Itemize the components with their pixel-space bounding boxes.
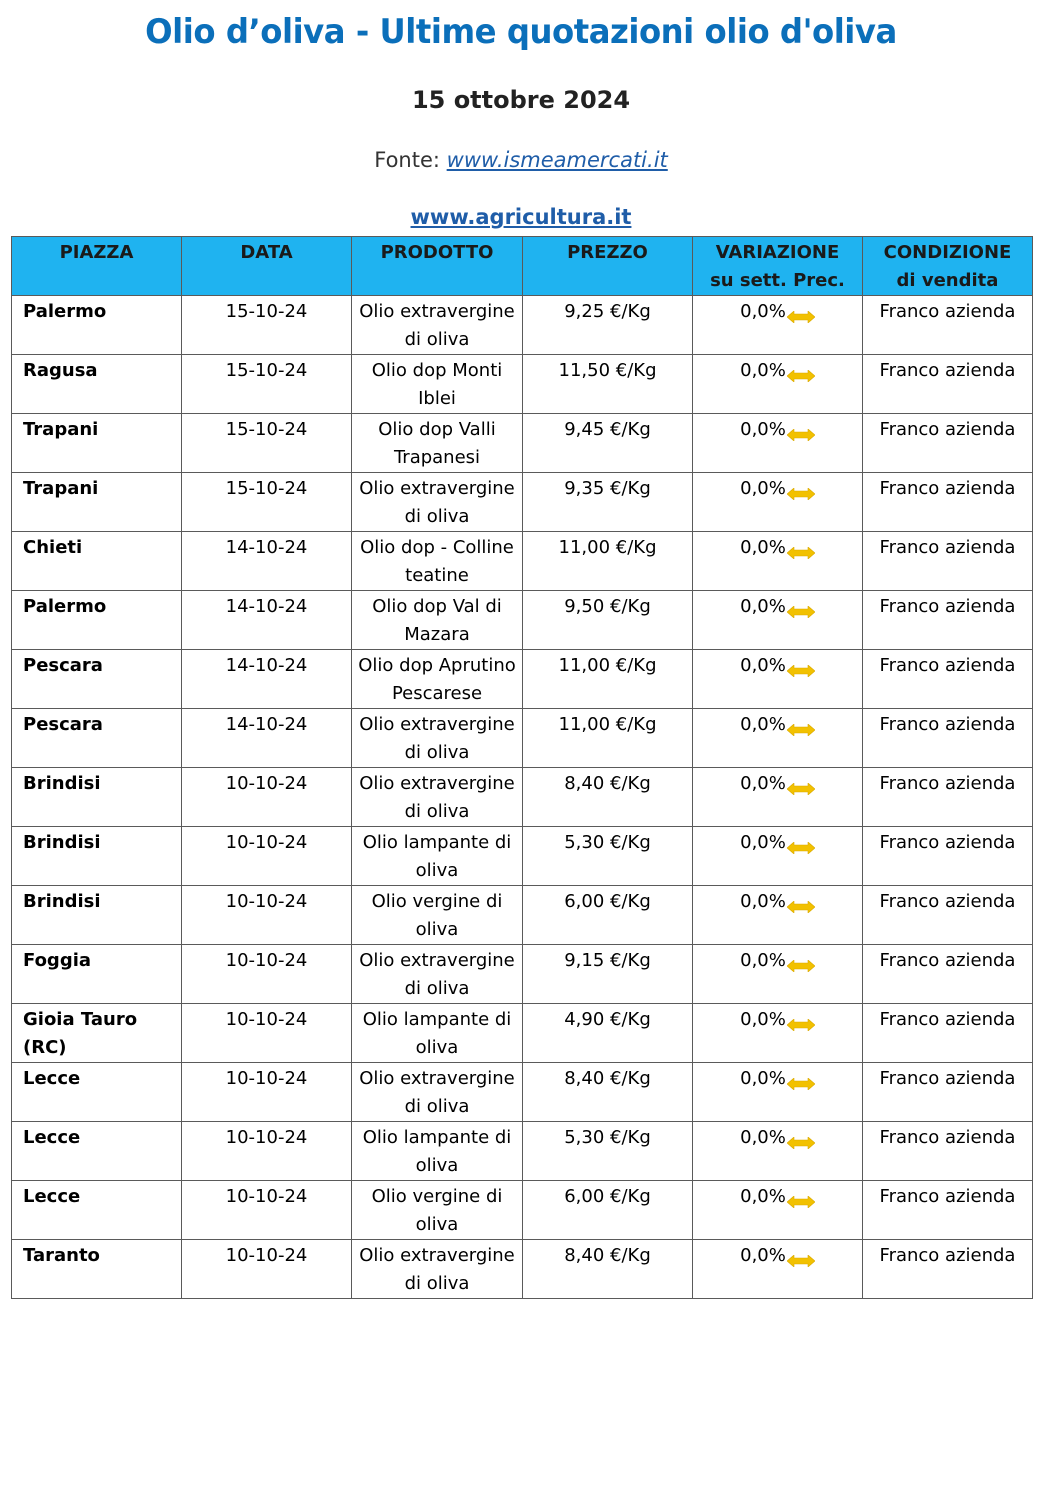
- cell-condizione: Franco azienda: [863, 1181, 1033, 1240]
- header-piazza: PIAZZA: [12, 237, 182, 296]
- header-prodotto: PRODOTTO: [352, 237, 523, 296]
- cell-variazione: [693, 768, 863, 827]
- cell-piazza: Palermo: [12, 296, 182, 355]
- cell-prezzo: 6,00 €/Kg: [523, 886, 693, 945]
- cell-prezzo: 11,50 €/Kg: [523, 355, 693, 414]
- cell-data: 10-10-24: [182, 1122, 352, 1181]
- cell-piazza: Trapani: [12, 414, 182, 473]
- cell-condizione: Franco azienda: [863, 650, 1033, 709]
- table-row: [12, 532, 1033, 591]
- cell-data: 10-10-24: [182, 1063, 352, 1122]
- double-arrow-icon: [787, 304, 815, 332]
- cell-piazza: Lecce: [12, 1122, 182, 1181]
- variazione-value: 0,0%: [740, 596, 786, 617]
- cell-data: 10-10-24: [182, 886, 352, 945]
- table-row: [12, 1122, 1033, 1181]
- cell-prezzo: 5,30 €/Kg: [523, 1122, 693, 1181]
- cell-condizione: Franco azienda: [863, 768, 1033, 827]
- header-variazione-line2: su sett. Prec.: [710, 270, 845, 291]
- variazione-value: 0,0%: [740, 1009, 786, 1030]
- double-arrow-icon: [787, 1189, 815, 1217]
- cell-piazza: Palermo: [12, 591, 182, 650]
- double-arrow-icon: [787, 953, 815, 981]
- variazione-value: 0,0%: [740, 950, 786, 971]
- cell-piazza: Lecce: [12, 1181, 182, 1240]
- cell-prezzo: 4,90 €/Kg: [523, 1004, 693, 1063]
- cell-piazza: Ragusa: [12, 355, 182, 414]
- cell-piazza: Brindisi: [12, 827, 182, 886]
- cell-condizione: Franco azienda: [863, 827, 1033, 886]
- cell-variazione: [693, 1063, 863, 1122]
- cell-piazza: Lecce: [12, 1063, 182, 1122]
- cell-piazza: Gioia Tauro (RC): [12, 1004, 182, 1063]
- header-condizione-line1: CONDIZIONE: [883, 242, 1012, 263]
- cell-condizione: Franco azienda: [863, 945, 1033, 1004]
- cell-prezzo: 8,40 €/Kg: [523, 1240, 693, 1299]
- table-row: [12, 886, 1033, 945]
- cell-variazione: [693, 355, 863, 414]
- cell-data: 10-10-24: [182, 945, 352, 1004]
- cell-prezzo: 9,15 €/Kg: [523, 945, 693, 1004]
- cell-piazza: Chieti: [12, 532, 182, 591]
- variazione-value: 0,0%: [740, 1127, 786, 1148]
- page-title: Olio d’oliva - Ultime quotazioni olio d'oliva: [145, 12, 897, 52]
- cell-prodotto: Olio extravergine di oliva: [352, 296, 523, 355]
- cell-prezzo: 5,30 €/Kg: [523, 827, 693, 886]
- cell-data: 15-10-24: [182, 296, 352, 355]
- table-row: [12, 650, 1033, 709]
- cell-data: 10-10-24: [182, 1181, 352, 1240]
- cell-variazione: [693, 709, 863, 768]
- cell-data: 14-10-24: [182, 709, 352, 768]
- cell-data: 15-10-24: [182, 473, 352, 532]
- cell-condizione: Franco azienda: [863, 414, 1033, 473]
- cell-variazione: [693, 1004, 863, 1063]
- cell-condizione: Franco azienda: [863, 532, 1033, 591]
- cell-variazione: [693, 591, 863, 650]
- table-header-row: [12, 237, 1033, 296]
- cell-data: 10-10-24: [182, 768, 352, 827]
- variazione-value: 0,0%: [740, 1245, 786, 1266]
- table-row: [12, 414, 1033, 473]
- header-variazione-line1: VARIAZIONE: [715, 242, 840, 263]
- cell-prezzo: 9,35 €/Kg: [523, 473, 693, 532]
- site-line: [0, 205, 1042, 229]
- cell-prodotto: Olio dop - Colline teatine: [352, 532, 523, 591]
- table-row: [12, 709, 1033, 768]
- source-label: Fonte:: [374, 148, 447, 172]
- cell-piazza: Pescara: [12, 650, 182, 709]
- cell-piazza: Trapani: [12, 473, 182, 532]
- cell-prodotto: Olio extravergine di oliva: [352, 709, 523, 768]
- cell-variazione: [693, 886, 863, 945]
- double-arrow-icon: [787, 658, 815, 686]
- cell-prodotto: Olio extravergine di oliva: [352, 945, 523, 1004]
- cell-prezzo: 9,45 €/Kg: [523, 414, 693, 473]
- cell-prezzo: 8,40 €/Kg: [523, 1063, 693, 1122]
- cell-variazione: [693, 945, 863, 1004]
- table-row: [12, 1181, 1033, 1240]
- table-row: [12, 591, 1033, 650]
- cell-piazza: Taranto: [12, 1240, 182, 1299]
- table-row: [12, 768, 1033, 827]
- cell-prodotto: Olio extravergine di oliva: [352, 1063, 523, 1122]
- cell-prezzo: 6,00 €/Kg: [523, 1181, 693, 1240]
- cell-piazza: Pescara: [12, 709, 182, 768]
- cell-prodotto: Olio vergine di oliva: [352, 1181, 523, 1240]
- cell-condizione: Franco azienda: [863, 591, 1033, 650]
- cell-prezzo: 11,00 €/Kg: [523, 709, 693, 768]
- cell-data: 10-10-24: [182, 1004, 352, 1063]
- cell-data: 14-10-24: [182, 532, 352, 591]
- cell-prodotto: Olio extravergine di oliva: [352, 473, 523, 532]
- variazione-value: 0,0%: [740, 891, 786, 912]
- cell-variazione: [693, 650, 863, 709]
- cell-variazione: [693, 296, 863, 355]
- source-line: [0, 148, 1042, 172]
- cell-condizione: Franco azienda: [863, 355, 1033, 414]
- cell-prodotto: Olio dop Monti Iblei: [352, 355, 523, 414]
- variazione-value: 0,0%: [740, 360, 786, 381]
- cell-condizione: Franco azienda: [863, 886, 1033, 945]
- double-arrow-icon: [787, 1248, 815, 1276]
- header-condizione-line2: di vendita: [896, 270, 999, 291]
- cell-variazione: [693, 414, 863, 473]
- double-arrow-icon: [787, 776, 815, 804]
- double-arrow-icon: [787, 1012, 815, 1040]
- double-arrow-icon: [787, 599, 815, 627]
- cell-condizione: Franco azienda: [863, 709, 1033, 768]
- double-arrow-icon: [787, 540, 815, 568]
- table-row: [12, 473, 1033, 532]
- table-row: [12, 945, 1033, 1004]
- header-prezzo: PREZZO: [523, 237, 693, 296]
- double-arrow-icon: [787, 422, 815, 450]
- cell-variazione: [693, 473, 863, 532]
- cell-condizione: Franco azienda: [863, 1004, 1033, 1063]
- cell-variazione: [693, 532, 863, 591]
- cell-condizione: Franco azienda: [863, 1240, 1033, 1299]
- double-arrow-icon: [787, 894, 815, 922]
- cell-condizione: Franco azienda: [863, 296, 1033, 355]
- source-link[interactable]: www.ismeamercati.it: [446, 148, 668, 172]
- double-arrow-icon: [787, 1130, 815, 1158]
- table-row: [12, 827, 1033, 886]
- cell-prodotto: Olio dop Val di Mazara: [352, 591, 523, 650]
- cell-prodotto: Olio lampante di oliva: [352, 1004, 523, 1063]
- cell-data: 15-10-24: [182, 414, 352, 473]
- cell-data: 15-10-24: [182, 355, 352, 414]
- cell-prodotto: Olio dop Valli Trapanesi: [352, 414, 523, 473]
- double-arrow-icon: [787, 363, 815, 391]
- site-link[interactable]: www.agricultura.it: [410, 205, 632, 229]
- variazione-value: 0,0%: [740, 832, 786, 853]
- cell-prezzo: 11,00 €/Kg: [523, 532, 693, 591]
- cell-variazione: [693, 827, 863, 886]
- variazione-value: 0,0%: [740, 478, 786, 499]
- table-row: [12, 355, 1033, 414]
- variazione-value: 0,0%: [740, 1186, 786, 1207]
- cell-prezzo: 9,25 €/Kg: [523, 296, 693, 355]
- cell-variazione: [693, 1240, 863, 1299]
- cell-data: 14-10-24: [182, 591, 352, 650]
- variazione-value: 0,0%: [740, 301, 786, 322]
- report-date: 15 ottobre 2024: [411, 86, 631, 114]
- variazione-value: 0,0%: [740, 419, 786, 440]
- cell-piazza: Foggia: [12, 945, 182, 1004]
- table-row: [12, 1063, 1033, 1122]
- double-arrow-icon: [787, 835, 815, 863]
- cell-prezzo: 8,40 €/Kg: [523, 768, 693, 827]
- cell-variazione: [693, 1181, 863, 1240]
- cell-prodotto: Olio vergine di oliva: [352, 886, 523, 945]
- double-arrow-icon: [787, 481, 815, 509]
- cell-prezzo: 11,00 €/Kg: [523, 650, 693, 709]
- cell-prodotto: Olio lampante di oliva: [352, 1122, 523, 1181]
- table-row: [12, 296, 1033, 355]
- cell-data: 10-10-24: [182, 827, 352, 886]
- cell-condizione: Franco azienda: [863, 1063, 1033, 1122]
- header-data: DATA: [182, 237, 352, 296]
- cell-data: 14-10-24: [182, 650, 352, 709]
- cell-prezzo: 9,50 €/Kg: [523, 591, 693, 650]
- cell-prodotto: Olio dop Aprutino Pescarese: [352, 650, 523, 709]
- header-condizione: [863, 237, 1033, 296]
- cell-prodotto: Olio extravergine di oliva: [352, 768, 523, 827]
- double-arrow-icon: [787, 1071, 815, 1099]
- header-variazione: [693, 237, 863, 296]
- quotazioni-table: [11, 236, 1033, 1299]
- cell-piazza: Brindisi: [12, 768, 182, 827]
- table-row: [12, 1240, 1033, 1299]
- cell-condizione: Franco azienda: [863, 473, 1033, 532]
- table-row: [12, 1004, 1033, 1063]
- variazione-value: 0,0%: [740, 655, 786, 676]
- cell-prodotto: Olio lampante di oliva: [352, 827, 523, 886]
- variazione-value: 0,0%: [740, 714, 786, 735]
- cell-prodotto: Olio extravergine di oliva: [352, 1240, 523, 1299]
- variazione-value: 0,0%: [740, 537, 786, 558]
- variazione-value: 0,0%: [740, 1068, 786, 1089]
- cell-variazione: [693, 1122, 863, 1181]
- cell-piazza: Brindisi: [12, 886, 182, 945]
- cell-data: 10-10-24: [182, 1240, 352, 1299]
- double-arrow-icon: [787, 717, 815, 745]
- cell-condizione: Franco azienda: [863, 1122, 1033, 1181]
- variazione-value: 0,0%: [740, 773, 786, 794]
